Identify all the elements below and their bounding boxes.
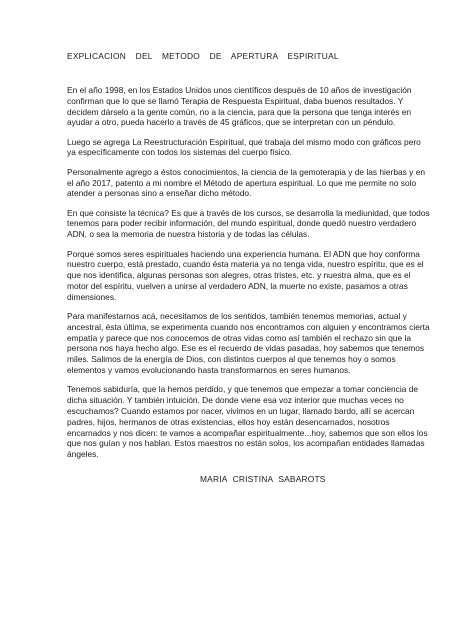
paragraph-wisdom: Tenemos sabiduría, que la hemos perdido, y que tenemos que empezar a tomar conciencia de dicha situación. Y también intuición. De donde viene esa voz interior que muchas veces no escuchamos? Cuando estamos por nacer, vivimos en un lugar, llamado bardo, allí se acercan padres, hijos, hermanos de otras existencias, ellos hoy están desencarnados, nosotros encarnados y nos dicen: te vamos a acompañar espiritualmente...hoy, sabemos que son ellos los que nos guían y nos hablan. Estos maestros no están solos, los acompañan entidades llamadas ángeles. [67, 384, 428, 460]
document-title: EXPLICACION DEL METODO DE APERTURA ESPIRITUAL [67, 51, 339, 61]
paragraph-technique: En que consiste la técnica? Es que a través de los cursos, se desarrolla la mediunidad, que todos tenemos para poder recibir información, del mundo espiritual, donde quedó nuestro verdadero ADN, o sea la memoria de nuestra historia y de todas las células. [67, 207, 430, 240]
paragraph-spiritual-beings: Porque somos seres espirituales haciendo una experiencia humana. El ADN que hoy conforma nuestro cuerpo, está prestado, cuando ésta materia ya no tenga vida, nuestro espíritu, que es el que nos identifica, algunas personas son alegres, otras tristes, etc. y nuestra alma, que es el motor del espíritu, vuelven a unirse al verdadero ADN, la muerte no existe, pasamos a otras dimensiones. [67, 248, 424, 302]
author-signature: MARIA CRISTINA SABAROTS [200, 473, 326, 484]
paragraph-memories: Para manifestarnos acá, necesitamos de los sentidos, también tenemos memorias, actual y ancestral, ésta última, se experimenta cuando nos encontramos con alguien y encontramos cierta empatía y parece que nos conocemos de otras vidas como así también el rechazo sin que la persona nos haya hecho algo. Ese es el recuerdo de vidas pasadas, hoy sabemos que tenemos miles. Salimos de la energía de Dios, con distintos cuerpos al que tenemos hoy o somos elementos y vamos evolucionando hasta transformarnos en seres humanos. [67, 311, 430, 376]
paragraph-personal: Personalmente agrego a éstos conocimientos, la ciencia de la gemoterapia y de las hierbas y en el año 2017, patento a mi nombre el Método de apertura espiritual. Lo que me permite no solo atender a personas sino a enseñar dicho método. [67, 166, 426, 199]
paragraph-restructuring: Luego se agrega La Reestructuración Espiritual, que trabaja del mismo modo con gráficos pero ya específicamente con todos los sistemas del cuerpo físico. [67, 136, 421, 158]
paragraph-history: En el año 1998, en los Estados Unidos unos científicos después de 10 años de investigación confirman que lo que se llamó Terapia de Respuesta Espiritual, daba buenos resultados. Y decidem dárselo a la gente común, no a la ciencia, para que la persona que tenga interés en ayudar a otro, pueda hacerlo a través de 45 gráficos, que se interpretan con un péndulo. [67, 85, 412, 128]
